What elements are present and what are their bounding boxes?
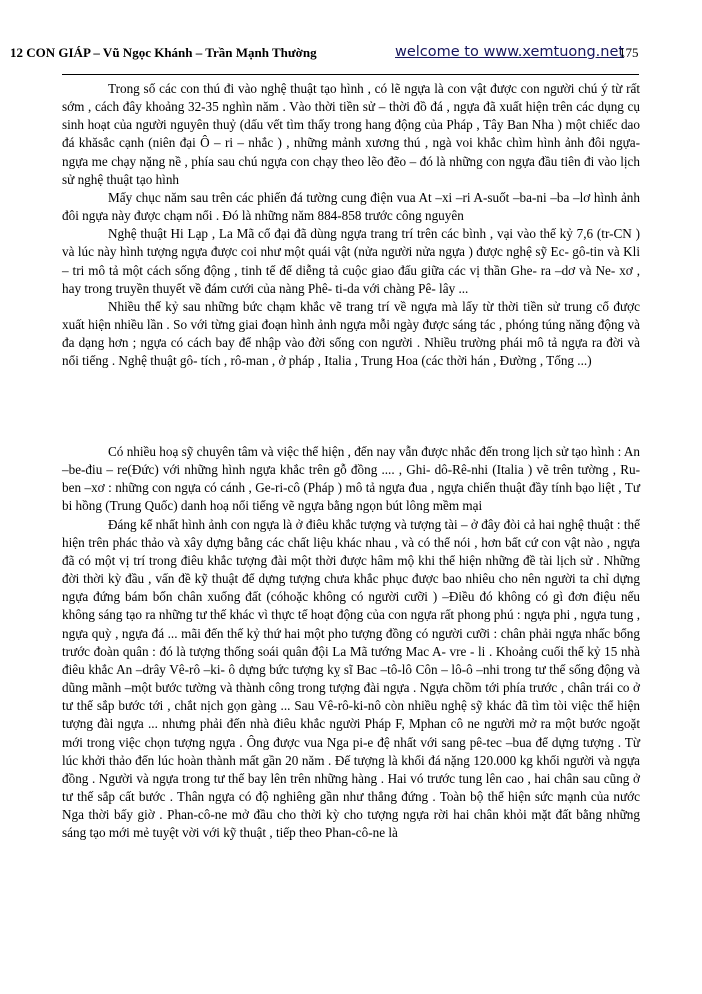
paragraph: Mấy chục năm sau trên các phiến đá tường cung điện vua At –xi –ri A-suốt –ba-ni –ba –lơ hình ảnh đôi ngựa này được chạm nổi . Đó là những năm 884-858 trước công nguyên [62, 189, 640, 224]
paragraph: Nghệ thuật Hi Lạp , La Mã cổ đại đã dùng ngựa trang trí trên các bình , vại vào thế kỷ 7,6 (tr-CN ) và lúc này hình tượng ngựa được coi như một quái vật (nửa người nửa ngựa ) được nghệ sỹ Ec- gô-tin và Kli – tri mô tả một cách sống động , tinh tế để diễng tả cuộc giao đấu giữa các vị thần Ghe- ra –dơ và Ne- xơ , hay trong truyền thuyết về đám cưới của nàng Phê- ti-da với chàng Pê- lây ... [62, 226, 640, 296]
header-title: 12 CON GIÁP – Vũ Ngọc Khánh – Trần Mạnh Thường [10, 45, 317, 60]
paragraph: Trong số các con thú đi vào nghệ thuật tạo hình , có lẽ ngựa là con vật được con người chú ý từ rất sớm , cách đây khoảng 32-35 nghìn năm . Vào thời tiền sử – thời đồ đá , ngựa đã xuất hiện trên các dụng cụ sinh hoạt của người nguyên thuỷ (dấu vết tìm thấy trong hang động của Pháp , Tây Ban Nha ) một chiếc dao đá khăsắc cạnh (niên đại Ô – ri – nhắc ) , những mảnh xương thú , ngà voi khắc chìm hình ảnh đôi ngựa- ngựa me chạy nặng nề , phía sau chú ngựa con chạy theo lẽo đẽo – đó là những con ngựa đầu tiên đi vào lịch sử nghệ thuật tạo hình [62, 81, 640, 187]
header-divider [62, 74, 639, 75]
paragraph: Nhiều thế kỷ sau những bức chạm khắc vẽ trang trí về ngựa mà lấy từ thời tiền sử trung cổ được xuất hiện nhiều lần . So với từng giai đoạn hình ảnh ngựa mỗi ngày được sáng tác , phóng túng năng động và đa dạng hơn ; ngựa có cách bay để nhập vào đời sống con người . Nhiều trường phái mô tả ngựa ra đời và nổi tiếng . Nghệ thuật gô- tích , rô-man , ở pháp , Italia , Trung Hoa (các thời hán , Đường , Tống ...) [62, 298, 640, 369]
section-1 [62, 80, 640, 371]
paragraph: Có nhiều hoạ sỹ chuyên tâm và việc thể hiện , đến nay vẫn được nhắc đến trong lịch sử tạo hình : An –be-điu – re(Đức) với những hình ngựa khắc trên gỗ đồng .... , Ghi- dô-Rê-nhi (Italia ) vẽ trên tường , Ru-ben –xơ : những con ngựa có cánh , Ge-ri-cô (Pháp ) mô tả ngựa đua , ngựa chiến thuật đầy tính bạo liệt , Tư bi hồng (Trung Quốc) danh hoạ nổi tiếng vẽ ngựa bằng ngọn bút lông mềm mại [62, 444, 640, 514]
paragraph: Đáng kể nhất hình ảnh con ngựa là ở điêu khắc tượng và tượng tài – ở đây đòi cả hai nghệ thuật : thể hiện trên phác thảo và xây dựng bằng các chất liệu khác nhau , và có thể nói , hơn bất cứ con vật nào , ngựa đã có một vị trí trong điêu khắc tượng đài một thời được hâm mộ khi thể hiện những đề tài lịch sử . Những đời thời kỳ đầu , vấn đề kỹ thuật để dựng tượng chưa khắc phục được bao nhiêu cho nên người ta chỉ dựng ngựa đứng bám bốn chân xuống đất (cóhoặc không có người cưỡi ) –Điều đó không có gì đơn điệu nếu không sáng tạo ra những tư thế khác vì thực tế hoạt động của con ngựa rất phong phú : ngựa phi , ngựa tung , ngựa quỳ , ngựa đá ... mãi đến thế kỷ thứ hai một pho tượng đồng có người cưỡi : chân phải ngựa nhấc bổng trước đoàn quân : đó là tượng thống soái quân đội La Mã tướng Mac A- vre - li . Khoảng cuối thế kỷ 15 nhà điêu khắc An –drây Vê-rô –ki- ô dựng bức tượng kỵ sĩ Bac –tô-lô Côn – lô-ô –nhi trong tư thế sống động và dũng mãnh –một bước tường và thành công trong tượng đài ngựa . Ngựa chồm tới phía trước , chân trái co ở tư thế sắp bước tới , chắt nịch gọn gàng ... Sau Vê-rô-ki-nô còn nhiều nghệ sỹ khác đã tìm tòi việc thể hiện tượng đài ngựa ... nhưng phải đến nhà điêu khắc người Pháp F, Mphan cô ne người mở ra một bước ngoặt mới trong việc chọn tượng ngựa . Ông được vua Nga pi-e đệ nhất với sang pê-tec –bua để dựng tượng . Từ lúc khởi thảo đến lúc hoàn thành mất gần 20 năm . Đế tượng là khối đá nặng 120.000 kg khối người và ngựa đồng . Người và ngựa trong tư thế bay lên trên những hàng . Hai vó trước tung lên cao , hai chân sau cũng ở tư thế sắp cất bước . Thân ngựa có độ nghiêng gần như thẳng đứng . Toàn bộ thể hiện sức mạnh của nước Nga thời bấy giờ . Phan-cô-ne mở đầu cho thời kỳ cho tượng ngựa rời hai chân khỏi mặt đất bằng những sáng tạo mới mẻ tuyệt vời với kỹ thuật , tiếp theo Phan-cô-ne là [62, 516, 640, 841]
page-header [10, 45, 640, 67]
section-2 [62, 443, 640, 842]
website-link[interactable]: welcome to www.xemtuong.net [395, 44, 625, 60]
page-number: 175 [619, 45, 639, 60]
